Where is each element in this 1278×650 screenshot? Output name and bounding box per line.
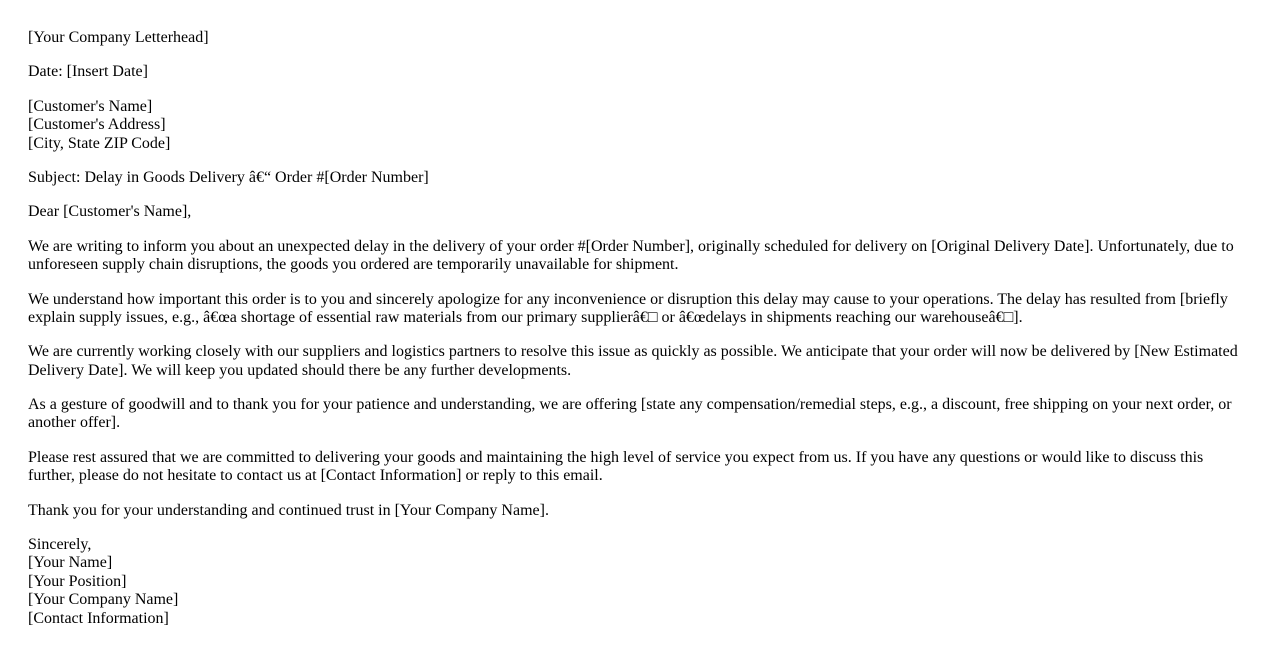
valediction: Sincerely, (28, 536, 92, 554)
recipient-city-state-zip: [City, State ZIP Code] (28, 134, 171, 152)
sender-position-placeholder: [Your Position] (28, 572, 127, 590)
body-paragraph-1: We are writing to inform you about an unexpected delay in the delivery of your order #[Order Number], originally scheduled for delivery on [Original Delivery Date]. Unfortunately, due to unforeseen supply chain disruptions, the goods you ordered are temporarily unavailable for shipment. (28, 237, 1234, 274)
date-line: Date: [Insert Date] (28, 63, 148, 81)
recipient-name: [Customer's Name] (28, 97, 153, 115)
sender-name-placeholder: [Your Name] (28, 554, 113, 572)
recipient-address: [Customer's Address] (28, 116, 166, 134)
body-paragraph-3: We are currently working closely with our suppliers and logistics partners to resolve this issue as quickly as possible. We anticipate that your order will now be delivered by [New Estimated Delivery Date]. We will keep you updated should there be any further developments. (28, 343, 1238, 379)
salutation: Dear [Customer's Name], (28, 203, 192, 221)
body-paragraph-2: We understand how important this order is to you and sincerely apologize for any inconvenience or disruption this delay may cause to your operations. The delay has resulted from [briefly explain supply issues, e.g., â€œa shortage of essential raw materials from our primary supplierâ€□ or â€œdelays in shipments reaching our warehouseâ€□]. (28, 290, 1228, 326)
sender-contact-placeholder: [Contact Information] (28, 609, 169, 627)
body-paragraph-4: As a gesture of goodwill and to thank you for your patience and understanding, we are offering [state any compensation/remedial steps, e.g., a discount, free shipping on your next order, or another offer]. (28, 396, 1232, 432)
thank-you-line: Thank you for your understanding and continued trust in [Your Company Name]. (28, 501, 549, 519)
subject-line: Subject: Delay in Goods Delivery â€“ Order #[Order Number] (28, 168, 429, 186)
body-paragraph-5: Please rest assured that we are committed to delivering your goods and maintaining the high level of service you expect from us. If you have any questions or would like to discuss this further, please do not hesitate to contact us at [Contact Information] or reply to this email. (28, 448, 1204, 485)
recipient-address-block (28, 98, 1242, 153)
letterhead-placeholder: [Your Company Letterhead] (28, 29, 209, 46)
signature-block (28, 536, 1242, 628)
sender-company-placeholder: [Your Company Name] (28, 591, 179, 609)
